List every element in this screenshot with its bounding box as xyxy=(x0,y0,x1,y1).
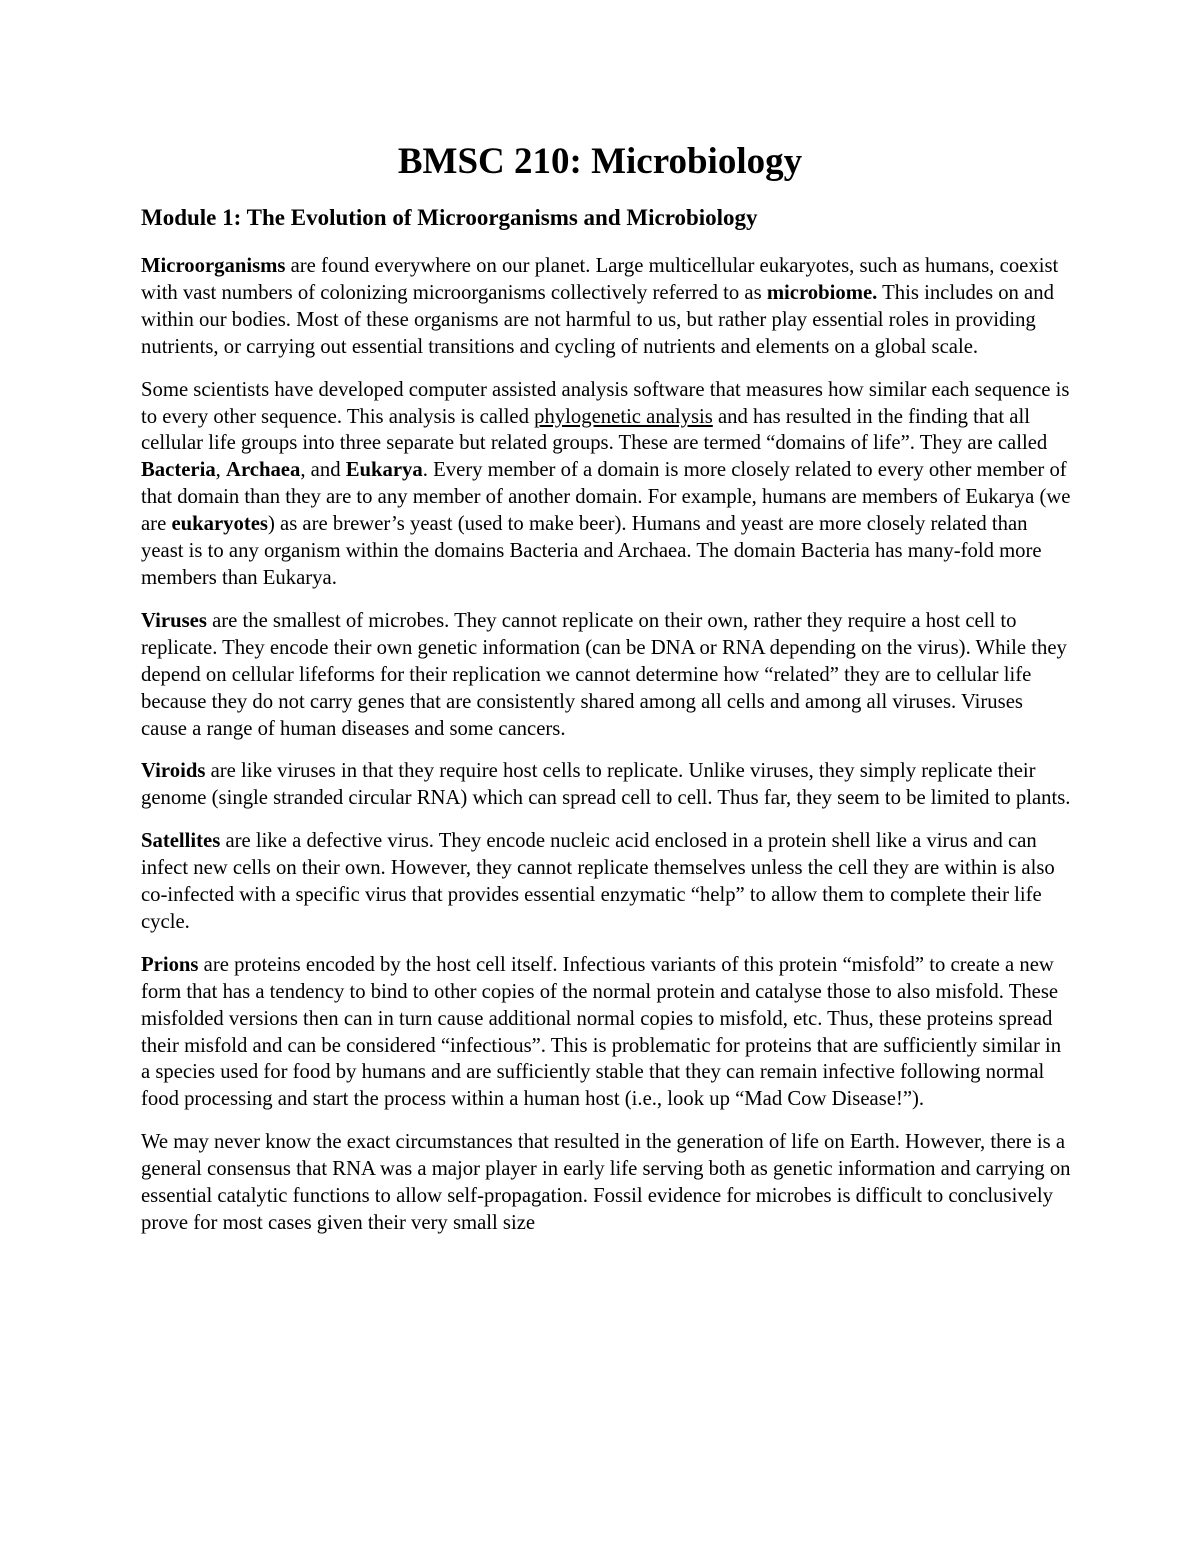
term-microorganisms: Microorganisms xyxy=(141,255,286,277)
paragraph-text: Some scientists have developed computer assisted analysis software that measures how similar each sequence is to every other sequence. This analysis is called xyxy=(141,378,1070,428)
paragraph-text: This includes on and within our bodies. Most of these organisms are not harmful to us, but rather play essential roles in providing nutrients, or carrying out essential transitions and cycling of nutrients and elements on a global scale. xyxy=(141,281,1054,358)
term-eukarya: Eukarya xyxy=(345,459,423,482)
paragraph-text: are like a defective virus. They encode nucleic acid enclosed in a protein shell like a virus and can infect new cells on their own. However, they cannot replicate themselves unless the cell they are within is also co-infected with a specific virus that provides essential enzymatic “help” to allow them to complete their life cycle. xyxy=(141,830,1055,933)
paragraph-phylogenetic xyxy=(141,377,1071,592)
module-heading: Module 1: The Evolution of Microorganisms and Microbiology xyxy=(141,205,758,230)
document-title: BMSC 210: Microbiology xyxy=(397,141,803,182)
term-viruses: Viruses xyxy=(141,609,207,632)
paragraph-text: are proteins encoded by the host cell itself. Infectious variants of this protein “misfold” to create a new form that has a tendency to bind to other copies of the normal protein and catalyse those to also misfold. These misfolded versions then can in turn cause additional normal copies to misfold, etc. Thus, these proteins spread their misfold and can be considered “infectious”. This is problematic for proteins that are sufficiently similar in a species used for food by humans and are sufficiently stable that they can remain infective following normal food processing and start the process within a human host (i.e., look up “Mad Cow Disease!”). xyxy=(141,953,1062,1111)
term-viroids: Viroids xyxy=(141,760,206,783)
paragraph-viroids xyxy=(141,758,1071,812)
paragraph-text: and has resulted in the finding that all cellular life groups into three separate but related groups. These are termed “domains of life”. They are called xyxy=(141,405,1048,455)
paragraph-text: are the smallest of microbes. They cannot replicate on their own, rather they require a host cell to replicate. They encode their own genetic information (can be DNA or RNA depending on the virus). While they depend on cellular lifeforms for their replication we cannot determine how “related” they are to cellular life because they do not carry genes that are consistently shared among all cells and among all viruses. Viruses cause a range of human diseases and some cancers. xyxy=(141,609,1067,740)
term-eukaryotes: eukaryotes xyxy=(171,513,268,536)
term-archaea: Archaea xyxy=(226,459,301,482)
paragraph-text: We may never know the exact circumstances that resulted in the generation of life on Earth. However, there is a general consensus that RNA was a major player in early life serving both as genetic information and carrying on essential catalytic functions to allow self-propagation. Fossil evidence for microbes is difficult to conclusively prove for most cases given their very small size xyxy=(141,1131,1071,1234)
paragraph-microorganisms xyxy=(141,253,1071,361)
paragraph-text: are found everywhere on our planet. Large multicellular eukaryotes, such as humans, coexist with vast numbers of colonizing microorganisms collectively referred to as xyxy=(141,255,1059,304)
term-satellites: Satellites xyxy=(141,830,221,853)
paragraph-text: . Every member of a domain is more closely related to every other member of that domain than they are to any member of another domain. For example, humans are members of Eukarya (we are xyxy=(141,459,1071,536)
paragraph-text: , xyxy=(215,459,227,482)
paragraph-text: ) as are brewer’s yeast (used to make beer). Humans and yeast are more closely related than yeast is to any organism within the domains Bacteria and Archaea. The domain Bacteria has many-fold more members than Eukarya. xyxy=(141,513,1042,589)
term-bacteria: Bacteria xyxy=(141,459,216,482)
paragraph-text: , and xyxy=(300,459,346,482)
paragraph-viruses xyxy=(141,608,1071,743)
paragraph-satellites xyxy=(141,828,1071,936)
paragraph-prions xyxy=(141,952,1071,1113)
term-phylogenetic-analysis: phylogenetic analysis xyxy=(534,405,713,428)
paragraph-origin-of-life xyxy=(141,1129,1071,1237)
term-prions: Prions xyxy=(141,953,199,976)
document-body xyxy=(141,203,1071,1253)
term-microbiome: microbiome. xyxy=(766,281,878,304)
paragraph-text: are like viruses in that they require host cells to replicate. Unlike viruses, they simply replicate their genome (single stranded circular RNA) which can spread cell to cell. Thus far, they seem to be limited to plants. xyxy=(141,760,1071,810)
